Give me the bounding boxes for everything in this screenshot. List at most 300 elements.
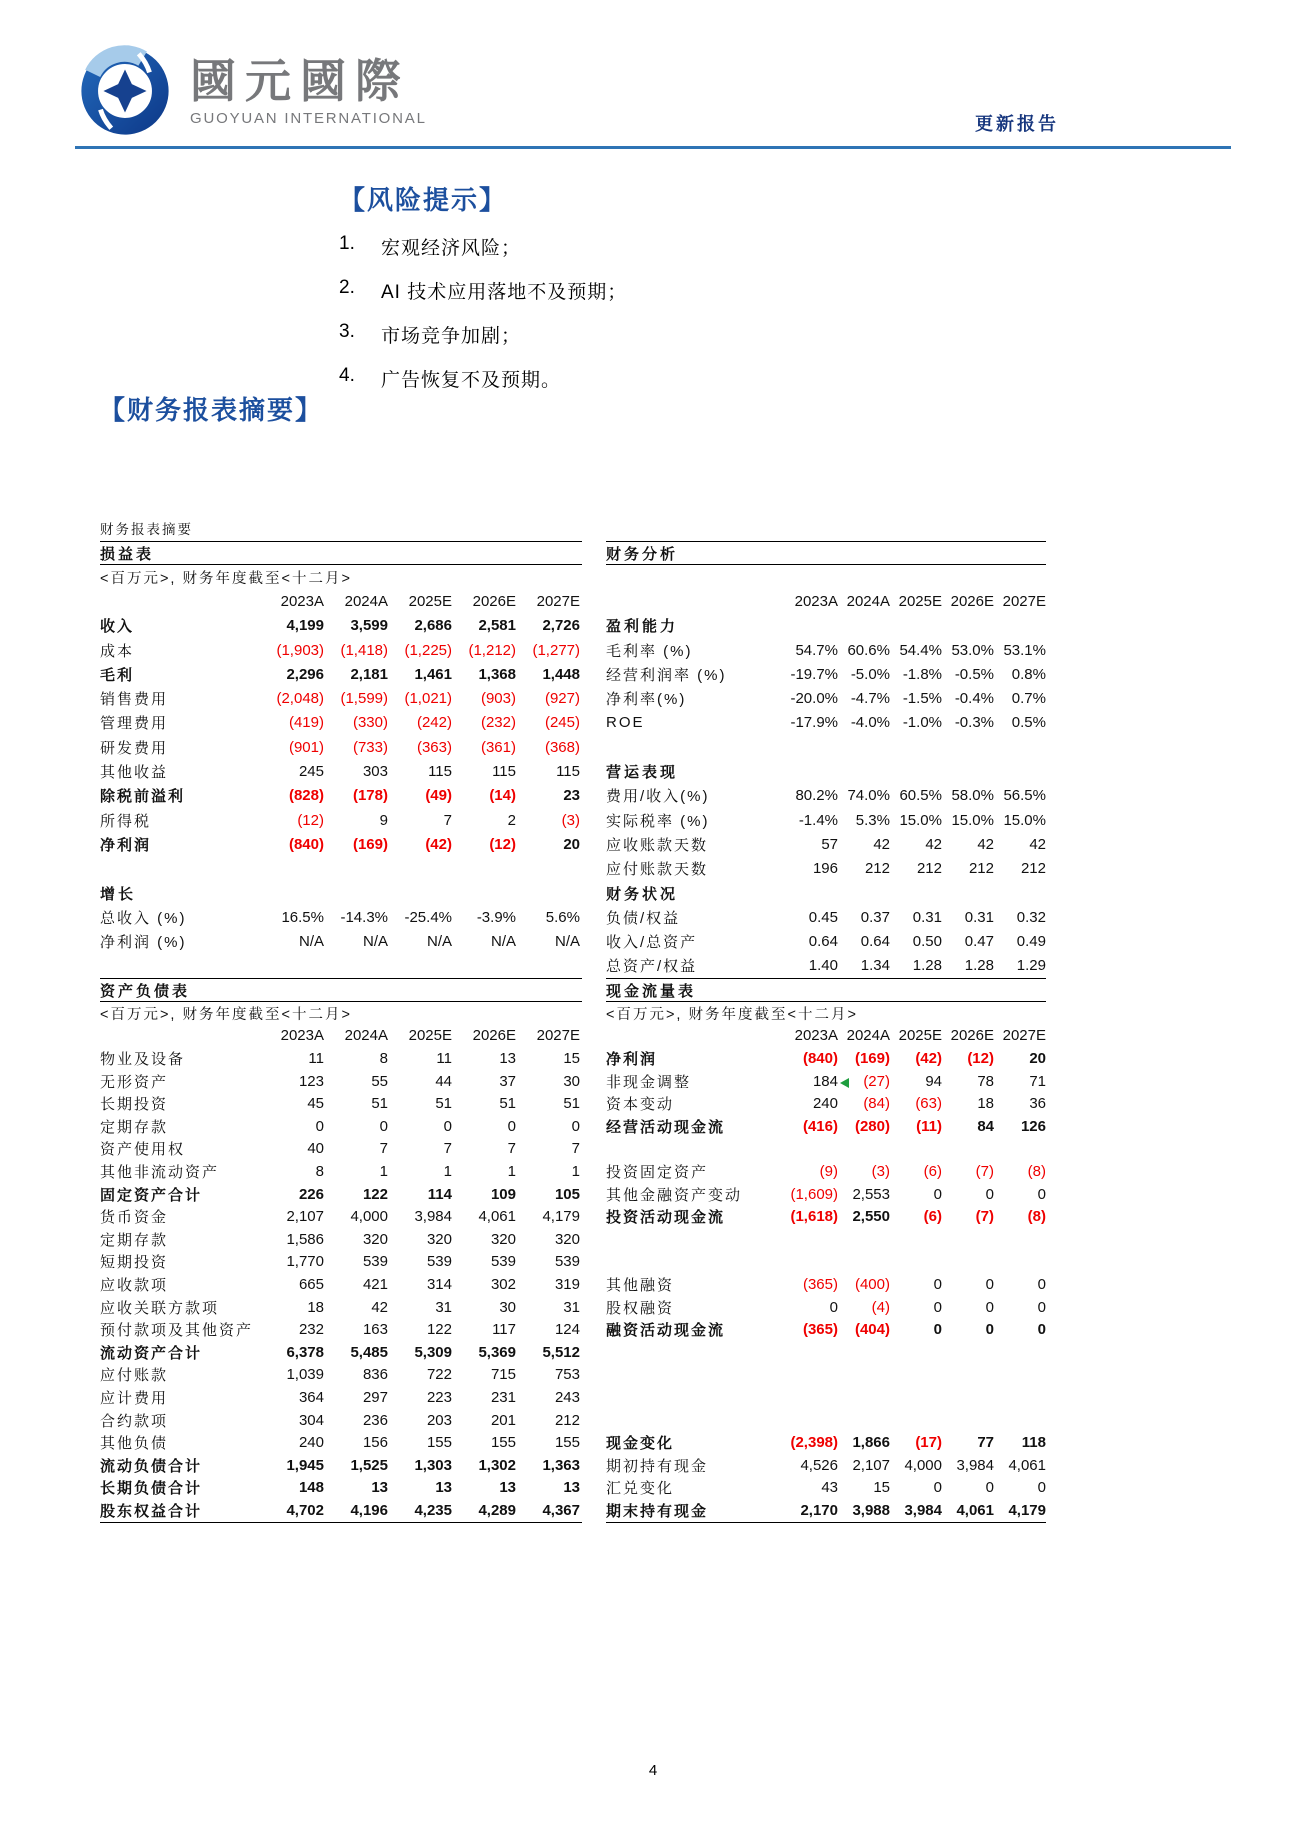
- cell-value: 1,302: [478, 1456, 516, 1474]
- cell-value: (17): [915, 1434, 942, 1452]
- cell-value: (1,903): [276, 641, 324, 659]
- cell-value: 364: [298, 1388, 324, 1406]
- cell-value: 3,984: [956, 1456, 994, 1474]
- cell-value: 4,061: [478, 1208, 516, 1226]
- left-table-column: [100, 518, 582, 1523]
- row-label: 实际税率 (%): [606, 812, 710, 830]
- cell-value: (27): [838, 1073, 890, 1090]
- cell-value: 9: [379, 811, 388, 829]
- risk-item-number: 3.: [339, 321, 355, 342]
- cell-value: 54.7%: [795, 641, 838, 659]
- cell-value: 4,526: [800, 1456, 838, 1474]
- cell-value: 0: [985, 1321, 994, 1339]
- table-row: [100, 662, 582, 686]
- table-row: [100, 1477, 582, 1500]
- row-label: 管理费用: [100, 715, 169, 733]
- cell-value: 203: [426, 1411, 452, 1429]
- cell-value: (12): [489, 835, 516, 853]
- years-header-row: [606, 589, 1046, 613]
- cell-value: 0: [985, 1185, 994, 1203]
- logo-text-block: [190, 55, 427, 127]
- cell-value: 0: [829, 1298, 838, 1316]
- cell-value: -1.5%: [902, 690, 942, 708]
- cell-value: 7: [571, 1140, 580, 1158]
- table-row: [100, 1002, 582, 1025]
- cell-value: 0: [1037, 1298, 1046, 1316]
- cell-value: (169): [854, 1050, 890, 1068]
- financial-analysis-rows: [606, 565, 1046, 978]
- cell-value: N/A: [362, 933, 388, 951]
- cell-value: 2: [507, 811, 516, 829]
- row-label: 股东权益合计: [100, 1502, 203, 1520]
- table-row: [606, 1273, 1046, 1296]
- table-row: [100, 1409, 582, 1432]
- cell-value: 20: [563, 835, 580, 853]
- cell-value: 42: [371, 1298, 388, 1316]
- year-header-cell: 2026E: [472, 592, 516, 610]
- cell-value: (368): [544, 738, 580, 756]
- cell-value: 51: [371, 1095, 388, 1113]
- cell-value: (42): [425, 835, 452, 853]
- row-label: 物业及设备: [100, 1051, 186, 1069]
- cell-value: 196: [812, 860, 838, 878]
- cell-value: (361): [480, 738, 516, 756]
- cell-value: 212: [864, 860, 890, 878]
- row-label: 应计费用: [100, 1389, 169, 1407]
- cell-value: (2,398): [790, 1434, 838, 1452]
- cell-value: -4.0%: [850, 714, 890, 732]
- cell-value: 4,061: [1008, 1456, 1046, 1474]
- cell-value: 54.4%: [899, 641, 942, 659]
- risk-item: [339, 233, 939, 260]
- cell-value: 0: [933, 1275, 942, 1293]
- cell-value: (365): [802, 1321, 838, 1339]
- cell-value: 1.29: [1016, 957, 1046, 975]
- cell-value: 13: [499, 1479, 516, 1497]
- cell-value: (927): [544, 690, 580, 708]
- cell-value: 4,000: [350, 1208, 388, 1226]
- cell-value: 0: [933, 1298, 942, 1316]
- cell-value: (232): [480, 714, 516, 732]
- cell-value: 51: [563, 1095, 580, 1113]
- cell-value: 2,726: [542, 617, 580, 635]
- cell-value: 0.47: [964, 933, 994, 951]
- cell-value: 236: [362, 1411, 388, 1429]
- row-label: 投资固定资产: [606, 1164, 709, 1181]
- year-header-cell: 2024A: [344, 592, 388, 610]
- table-row: [606, 638, 1046, 662]
- cell-value: (6): [923, 1208, 942, 1226]
- cell-value: (1,021): [404, 690, 452, 708]
- year-header-cell: 2023A: [280, 1027, 324, 1045]
- cell-value: 156: [362, 1434, 388, 1452]
- cell-value: 18: [307, 1298, 324, 1316]
- row-label: 固定资产合计: [100, 1186, 203, 1204]
- row-label: 其他金融资产变动: [606, 1186, 743, 1204]
- table-row: [606, 1477, 1046, 1500]
- table-row: [100, 638, 582, 662]
- table-row: [100, 1115, 582, 1138]
- page-number: 4: [648, 1762, 658, 1779]
- cell-value: -1.8%: [902, 665, 942, 683]
- cell-value: 2,107: [852, 1456, 890, 1474]
- cell-value: 43: [821, 1479, 838, 1497]
- table-row: [606, 1002, 1046, 1025]
- spacer-row: [606, 1409, 1046, 1432]
- cell-value: 4,179: [1008, 1501, 1046, 1519]
- row-label: 应收关联方款项: [100, 1299, 220, 1317]
- year-header-cell: 2027E: [1002, 1027, 1046, 1045]
- year-header-cell: 2027E: [536, 1027, 580, 1045]
- table-row: [606, 1296, 1046, 1319]
- row-label: 汇兑变化: [606, 1480, 675, 1498]
- cell-value: 123: [298, 1072, 324, 1090]
- cell-value: 722: [426, 1366, 452, 1384]
- year-header-cell: 2025E: [408, 1027, 452, 1045]
- cell-value: (169): [352, 835, 388, 853]
- cell-value: 122: [426, 1321, 452, 1339]
- table-row: [100, 1499, 582, 1523]
- table-row: [606, 808, 1046, 832]
- row-label: 净利润: [100, 836, 152, 854]
- cell-value: 4,196: [350, 1501, 388, 1519]
- cell-value: 245: [298, 763, 324, 781]
- cell-value: 212: [554, 1411, 580, 1429]
- cash-flow-table: [606, 978, 1046, 1523]
- cell-value: 0.45: [808, 908, 838, 926]
- cell-value: 4,061: [956, 1501, 994, 1519]
- table-row: [606, 857, 1046, 881]
- cell-value: 3,984: [904, 1501, 942, 1519]
- cell-value: 5.3%: [855, 811, 890, 829]
- cell-value: (1,212): [468, 641, 516, 659]
- spacer-row: [606, 735, 1046, 759]
- spacer-row: [606, 1228, 1046, 1251]
- year-header-cell: 2026E: [472, 1027, 516, 1045]
- cell-value: (178): [352, 787, 388, 805]
- table-row: [606, 1070, 1046, 1093]
- cell-value: (12): [967, 1050, 994, 1068]
- year-header-cell: 2024A: [846, 1027, 890, 1045]
- row-label: 投资活动现金流: [606, 1209, 726, 1227]
- cell-value: 60.6%: [847, 641, 890, 659]
- cell-value: 42: [873, 835, 890, 853]
- table-row: [100, 759, 582, 783]
- cell-value: 30: [563, 1072, 580, 1090]
- cell-value: 55: [371, 1072, 388, 1090]
- row-label: 总资产/权益: [606, 958, 698, 976]
- spacer-row: [606, 565, 1046, 589]
- row-label: 应收账款天数: [606, 836, 709, 854]
- cell-value: 1,770: [286, 1253, 324, 1271]
- cell-value: 0.32: [1016, 908, 1046, 926]
- table-row: [606, 711, 1046, 735]
- cell-value: 15: [873, 1479, 890, 1497]
- cell-value: (11): [916, 1117, 942, 1135]
- row-label: 净利率(%): [606, 691, 687, 709]
- cell-value: 53.0%: [951, 641, 994, 659]
- cell-value: -5.0%: [850, 665, 890, 683]
- row-label: 长期负债合计: [100, 1480, 203, 1498]
- cell-value: 0: [933, 1479, 942, 1497]
- cell-value: 13: [499, 1050, 516, 1068]
- row-label: 其他非流动资产: [100, 1164, 220, 1181]
- table-row: [606, 1454, 1046, 1477]
- cell-value: 30: [499, 1298, 516, 1316]
- year-header-cell: 2023A: [280, 592, 324, 610]
- spacer-row: [100, 954, 582, 978]
- table-row: [100, 614, 582, 638]
- cell-value: 1: [507, 1163, 516, 1180]
- risk-item: [339, 321, 939, 348]
- cell-value: 2,170: [800, 1501, 838, 1519]
- cell-value: 539: [426, 1253, 452, 1271]
- year-header-cell: 2027E: [536, 592, 580, 610]
- cell-value: (416): [802, 1117, 838, 1135]
- cell-value: (42): [915, 1050, 942, 1068]
- cell-value: (3): [871, 1163, 890, 1180]
- risk-item-text: 广告恢复不及预期。: [381, 370, 562, 391]
- cell-value: (1,609): [790, 1185, 838, 1203]
- cell-value: 320: [554, 1230, 580, 1248]
- table-row: [100, 1070, 582, 1093]
- cell-value: 223: [426, 1388, 452, 1406]
- cell-value: 0: [1037, 1321, 1046, 1339]
- cell-value: 0: [443, 1117, 452, 1135]
- row-label: 非现金调整: [606, 1073, 692, 1091]
- year-header-cell: 2023A: [794, 1027, 838, 1045]
- cell-value: 314: [426, 1275, 452, 1293]
- cell-value: 302: [490, 1275, 516, 1293]
- cash-flow-rows: [606, 1002, 1046, 1523]
- row-label: 应付账款天数: [606, 861, 709, 879]
- row-label: 应付账款: [100, 1367, 169, 1385]
- table-row: [100, 1205, 582, 1228]
- cell-value: (9): [819, 1163, 838, 1180]
- cell-value: 753: [554, 1366, 580, 1384]
- table-row: [606, 929, 1046, 953]
- cell-value: 8: [315, 1163, 324, 1180]
- logo-en-text: GUOYUAN INTERNATIONAL: [190, 110, 427, 127]
- table-row: [606, 1183, 1046, 1206]
- row-label: 应收款项: [100, 1276, 169, 1294]
- cell-value: -19.7%: [790, 665, 838, 683]
- cell-value: 0: [933, 1321, 942, 1339]
- cell-value: 1,448: [542, 665, 580, 683]
- spacer-row: [606, 1251, 1046, 1274]
- row-label: 融资活动现金流: [606, 1322, 726, 1340]
- year-header-cell: 2026E: [950, 592, 994, 610]
- cell-value: 4,179: [542, 1208, 580, 1226]
- year-header-cell: 2027E: [1002, 592, 1046, 610]
- years-header-row: [606, 1025, 1046, 1048]
- cell-value: 0: [571, 1117, 580, 1135]
- cell-value: (363): [416, 738, 452, 756]
- cell-value: 31: [435, 1298, 452, 1316]
- cell-value: 13: [563, 1479, 580, 1497]
- cell-value: 320: [490, 1230, 516, 1248]
- row-label: 其他负债: [100, 1435, 169, 1453]
- cell-value: 42: [1029, 835, 1046, 853]
- table-row: [606, 905, 1046, 929]
- cell-value: N/A: [298, 933, 324, 951]
- cell-value: 60.5%: [899, 787, 942, 805]
- cell-value: 4,289: [478, 1501, 516, 1519]
- header-divider: [75, 146, 1231, 149]
- cell-value: 11: [436, 1050, 452, 1068]
- cell-value: 36: [1029, 1095, 1046, 1113]
- cell-value: 15.0%: [951, 811, 994, 829]
- right-table-column: [606, 518, 1046, 1523]
- cell-value: -14.3%: [340, 908, 388, 926]
- table-row: [606, 784, 1046, 808]
- row-label: 期初持有现金: [606, 1457, 709, 1475]
- cell-value: 1,525: [350, 1456, 388, 1474]
- table-row: [606, 832, 1046, 856]
- cell-value: 109: [490, 1185, 516, 1203]
- unit-note: <百万元>, 财务年度截至<十二月>: [100, 1006, 352, 1023]
- cell-value: 0.8%: [1011, 665, 1046, 683]
- year-header-cell: 2025E: [408, 592, 452, 610]
- cell-value: (903): [480, 690, 516, 708]
- cell-value: 3,984: [414, 1208, 452, 1226]
- unit-note: <百万元>, 财务年度截至<十二月>: [606, 1006, 858, 1023]
- cell-value: 51: [499, 1095, 516, 1113]
- risk-item-text: 市场竞争加剧；: [381, 326, 522, 347]
- row-label: 销售费用: [100, 691, 169, 709]
- cell-value: 53.1%: [1003, 641, 1046, 659]
- row-label: 经营活动现金流: [606, 1118, 726, 1136]
- table-row: [606, 954, 1046, 978]
- cell-value: 0: [315, 1117, 324, 1135]
- table-row: [100, 565, 582, 589]
- cell-value: 7: [443, 811, 452, 829]
- row-label: 净利润 (%): [100, 934, 187, 952]
- cell-value: 2,553: [852, 1185, 890, 1203]
- risk-section: [339, 180, 939, 409]
- cell-value: (7): [975, 1208, 994, 1226]
- table-row: [100, 735, 582, 759]
- cell-value: 80.2%: [795, 787, 838, 805]
- cell-value: 0: [1037, 1275, 1046, 1293]
- cell-value: 0: [985, 1275, 994, 1293]
- cell-value: 231: [490, 1388, 516, 1406]
- guoyuan-logo-icon: [76, 42, 174, 140]
- cell-value: 4,000: [904, 1456, 942, 1474]
- cell-value: 4,367: [542, 1501, 580, 1519]
- spacer-row: [606, 1138, 1046, 1161]
- cell-value: 5,369: [478, 1343, 516, 1361]
- row-label: 资本变动: [606, 1096, 675, 1114]
- cell-value: 40: [307, 1140, 324, 1158]
- cell-value: (84): [863, 1095, 890, 1113]
- table-row: [100, 1318, 582, 1341]
- table-row: [100, 808, 582, 832]
- cell-value: (242): [416, 714, 452, 732]
- cell-value: 117: [492, 1321, 516, 1339]
- financial-section-title: 【财务报表摘要】: [99, 395, 324, 425]
- cell-value: (1,418): [340, 641, 388, 659]
- cell-value: 1,586: [286, 1230, 324, 1248]
- cell-value: 5.6%: [545, 908, 580, 926]
- balance-sheet-rows: [100, 1002, 582, 1523]
- cell-value: 539: [362, 1253, 388, 1271]
- cell-value: 37: [499, 1072, 516, 1090]
- cell-value: 51: [435, 1095, 452, 1113]
- table-row: [100, 1092, 582, 1115]
- subsection-label: 增长: [100, 885, 137, 903]
- financial-analysis-table: [606, 518, 1046, 978]
- cell-value: -25.4%: [404, 908, 452, 926]
- table-row: [606, 686, 1046, 710]
- cell-value: 11: [308, 1050, 324, 1068]
- cell-value: 0.5%: [1011, 714, 1046, 732]
- cell-value: 124: [554, 1321, 580, 1339]
- risk-item: [339, 365, 939, 392]
- table-row: [606, 662, 1046, 686]
- cell-value: -17.9%: [790, 714, 838, 732]
- row-label: 无形资产: [100, 1073, 169, 1091]
- cell-value: 0.50: [912, 933, 942, 951]
- cell-value: (330): [352, 714, 388, 732]
- spacer-row: [606, 1364, 1046, 1387]
- row-label: 成本: [100, 642, 135, 660]
- cell-value: 155: [426, 1434, 452, 1452]
- cell-value: (8): [1027, 1208, 1046, 1226]
- year-header-cell: 2024A: [344, 1027, 388, 1045]
- table-row: [100, 1386, 582, 1409]
- income-statement-table: [100, 518, 582, 978]
- cell-value: 1,945: [286, 1456, 324, 1474]
- cell-value: 1,461: [414, 665, 452, 683]
- table-row: [100, 1160, 582, 1183]
- year-header-cell: 2025E: [898, 592, 942, 610]
- cell-value: 304: [298, 1411, 324, 1429]
- cell-value: 212: [968, 860, 994, 878]
- cell-value: (2,048): [276, 690, 324, 708]
- table-row: [100, 1251, 582, 1274]
- cell-value: 7: [507, 1140, 516, 1158]
- cell-value: (8): [1027, 1163, 1046, 1180]
- cell-value: 105: [554, 1185, 580, 1203]
- row-label: 负债/权益: [606, 909, 681, 927]
- table-row: [606, 759, 1046, 783]
- cell-value: 0: [985, 1479, 994, 1497]
- cell-value: 155: [554, 1434, 580, 1452]
- table-row: [100, 1273, 582, 1296]
- cell-value: 18: [977, 1095, 994, 1113]
- cell-value: 836: [362, 1366, 388, 1384]
- cell-value: 71: [1029, 1072, 1046, 1090]
- spacer-row: [606, 1341, 1046, 1364]
- cell-value: 94: [925, 1072, 942, 1090]
- row-label: 毛利: [100, 666, 135, 684]
- cell-value: 1.28: [912, 957, 942, 975]
- cell-value: (63): [915, 1095, 942, 1113]
- cell-value: 319: [554, 1275, 580, 1293]
- cell-value: 1.34: [860, 957, 890, 975]
- cell-value: 2,686: [414, 617, 452, 635]
- cell-value: 4,235: [414, 1501, 452, 1519]
- cell-value: 58.0%: [951, 787, 994, 805]
- cell-value: 23: [563, 787, 580, 805]
- cell-value: 0: [985, 1298, 994, 1316]
- cell-value: 1,363: [542, 1456, 580, 1474]
- table-row: [100, 1341, 582, 1364]
- risk-item-number: 1.: [339, 233, 355, 254]
- cell-value: 7: [379, 1140, 388, 1158]
- cell-value: (419): [288, 714, 324, 732]
